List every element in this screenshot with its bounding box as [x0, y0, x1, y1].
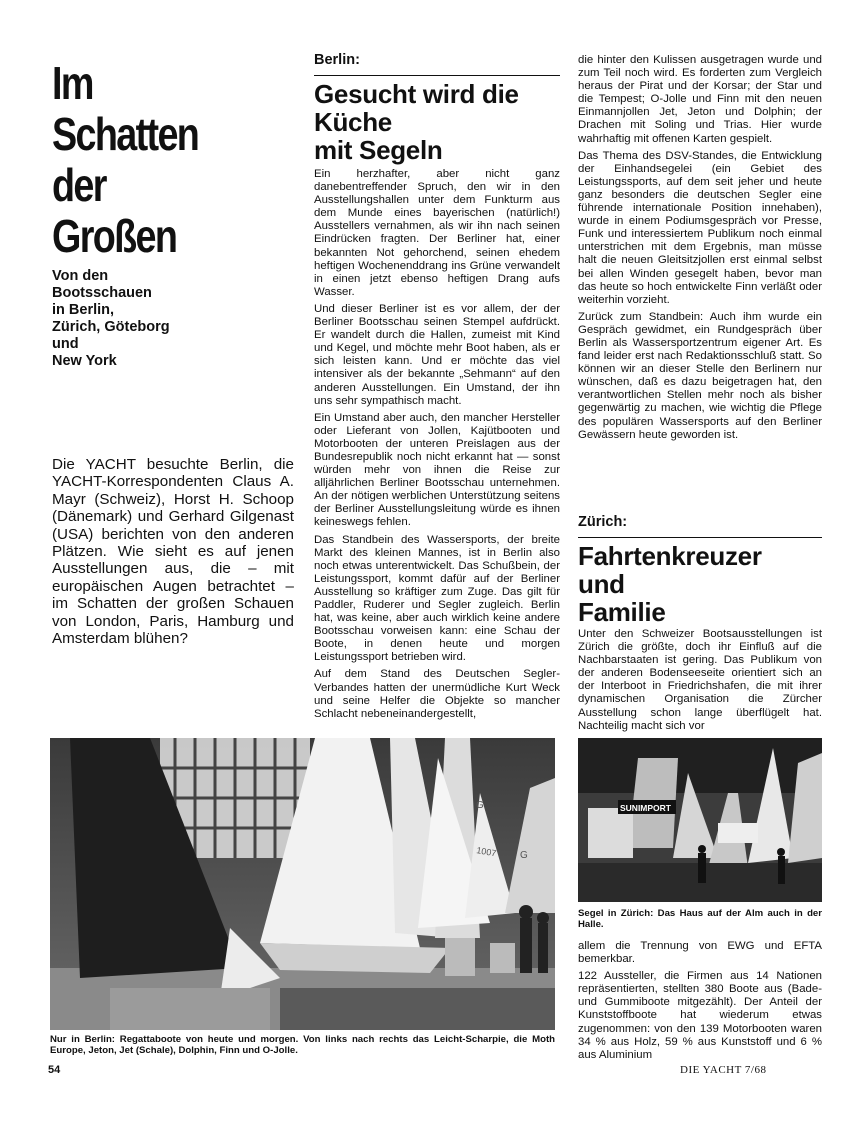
heading-line: Familie [578, 597, 666, 627]
berlin-photo-caption: Nur in Berlin: Regattaboote von heute und morgen. Von links nach rechts das Leicht-Scharpie, die Moth Europe, Jeton, Jet (Schale), Dolphin, Finn und O-Jolle. [50, 1034, 555, 1057]
subtitle-line: Von den [52, 268, 109, 284]
intro-paragraph: Die YACHT besuchte Berlin, die YACHT-Korrespondenten Claus A. Mayr (Schweiz), Horst H. Schoop (Dänemark) und Gerhard Gilgenast (USA) berichten von den anderen Plätzen. Wie sieht es auf jenen Ausstellungen aus, die – mit europäischen Augen betrachtet – im Schatten der großen Schauen von London, Paris, Hamburg und Amsterdam blühen? [52, 456, 294, 648]
body-paragraph: allem die Trennung von EWG und EFTA bemerkbar. [578, 940, 822, 966]
article-subtitle [52, 268, 252, 370]
zurich-section-label: Zürich: [578, 514, 628, 530]
body-paragraph: Auf dem Stand des Deutschen Segler-Verbandes hatten der unermüdliche Kurt Weck und seine Helfer die Objekte so mancher Schlacht nebeneinandergestellt, [314, 668, 560, 720]
title-line: Im [52, 57, 93, 109]
berlin-section-label: Berlin: [314, 52, 360, 68]
body-paragraph: Und dieser Berliner ist es vor allem, der der Berliner Bootsschau seinen Stempel aufdrückt. Er wandelt durch die Hallen, zumeist mit Kind und Kegel, und möchte mehr Boot haben, als er sich leisten kann. Und er möchte das viel intensiver als der bekannte „Sehmann“ auf den anderen Ausstellungen. Ein Umstand, der ihn uns sehr sympathisch macht. [314, 302, 560, 407]
heading-line: Gesucht wird die [314, 79, 519, 109]
berlin-regatta-boats-photo [50, 738, 555, 1030]
zurich-heading [578, 542, 822, 626]
article-title [52, 58, 232, 262]
sail-number: 1007 [475, 845, 498, 859]
body-paragraph: Unter den Schweizer Bootsausstellungen ist Zürich die größte, doch ihr Einfluß auf die Nachbarstaaten ist gering. Das Publikum von der anderen Bodenseeseite orientiert sich an der Interboot in Friedrichshafen, die mit ihrer dynamischen Organisation die Zürcher Ausstellung schon lange überflügelt hat. Nachteilig macht sich vor [578, 628, 822, 732]
heading-line: Küche [314, 107, 392, 137]
magazine-issue: DIE YACHT 7/68 [680, 1064, 767, 1076]
zurich-exhibition-photo [578, 738, 822, 902]
body-paragraph: Das Thema des DSV-Standes, die Entwicklung der Einhandsegelei (ein Gebiet des Leistungssports, auf dem seit jeher und heute ganz besonders die deutschen Segler eine führende internationale Position innehaben), wurde in einem Podiumsgespräch vor Presse, Funk und interessiertem Publikum noch einmal unterstrichen mit dem Ergebnis, man müsse halt die neuen Gleitsitzjollen erst einmal selbst bei allen Winden gesegelt haben, bevor man das heute so hoch entwickelte Finn verläßt oder weiterhin vorzieht. [578, 149, 822, 306]
heading-line: Fahrtenkreuzer [578, 541, 762, 571]
section-rule [314, 75, 560, 76]
zurich-column [578, 628, 822, 737]
berlin-heading [314, 80, 564, 164]
zurich-photo-illustration [578, 738, 822, 902]
body-paragraph: Zurück zum Standbein: Auch ihm wurde ein Gespräch gewidmet, ein Rundgespräch über Berlin als Wassersportzentrum eigener Art. Es fand leider erst nach Redaktionsschluß statt. So können wir an dieser Stelle den Berlinern nur wünschen, daß es dazu beigetragen hat, den verantwortlichen Stellen mehr noch als bisher gegenwärtig zu machen, wie wichtig die Pflege des populären Wassersports auf den Berliner Gewässern heute geworden ist. [578, 310, 822, 441]
heading-line: und [578, 569, 625, 599]
sail-number: G [476, 800, 484, 811]
page-number: 54 [48, 1064, 61, 1076]
section-rule [578, 537, 822, 538]
body-paragraph: Ein herzhafter, aber nicht ganz danebentreffender Spruch, den wir in den Ausstellungshallen unter dem Funkturm aus dem Munde eines bayerischen (natürlich!) Ausstellers vernahmen, als wir ihn nach seinen Eindrücken fragten. Der Berliner hat, einer bekannten Not gehorchend, seinen ehedem heftigen Wochenenddrang ins Grüne verwandelt in einen jetzt ebenso heftigen Drang aufs Wasser. [314, 168, 560, 298]
berlin-continued-column [578, 54, 822, 446]
body-paragraph: die hinter den Kulissen ausgetragen wurde und zum Teil noch wird. Es forderten zum Vergleich heraus der Pirat und der Korsar; der Star und die Tempest; O-Jolle und Finn mit den neuen Einmannjollen Jet, Jeton und Dolphin; der Drachen mit Soling und Trias. Hier wurde wahrhaftig mit offenen Karten gespielt. [578, 54, 822, 145]
body-paragraph: Ein Umstand aber auch, den mancher Hersteller oder Lieferant von Jollen, Kajütbooten und Motorbooten der unteren Preislagen aus der Bundesrepublik noch nicht erkannt hat — sonst würden mehr von ihnen die Reise zur alljährlichen Berliner Bootsschau unternehmen. An der nötigen werblichen Unterstützung seitens der Berliner Ausstellungsleitung würde es ihnen keineswegs fehlen. [314, 411, 560, 529]
heading-line: mit Segeln [314, 135, 443, 165]
zurich-continued-column [578, 940, 822, 1066]
berlin-column [314, 168, 560, 725]
boats-photo-illustration [50, 738, 555, 1030]
sail-number: G [520, 850, 528, 861]
body-paragraph: 122 Aussteller, die Firmen aus 14 Nationen repräsentierten, stellten 380 Boote aus (Bade- und Gummiboote mitgezählt). Der Anteil der Kunststoffboote hat wiederum etwas zugenommen: von den 139 Motorbooten waren 34 % aus Holz, 59 % aus Kunststoff und 6 % aus Aluminium [578, 970, 822, 1061]
subtitle-line: und [52, 336, 79, 352]
subtitle-line: in Berlin, [52, 302, 115, 318]
body-paragraph: Das Standbein des Wassersports, der breite Markt des kleinen Mannes, ist in Berlin also noch etwas unterentwickelt. Das Schußbein, der Leistungssport, kommt dafür auf der Berliner Ausstellung so kräftiger zum Zuge. Das gilt für Paddler, Ruderer und Segler zugleich. Berlin hat, was keine, aber auch wirklich keine andere Bootsschau vorweisen kann: eine Schau der Boote, in denen heute und morgen Leistungssport betrieben wird. [314, 533, 560, 664]
title-line: der [52, 159, 106, 211]
subtitle-line: Zürich, Göteborg [52, 319, 170, 335]
sunimport-sign: SUNIMPORT [620, 803, 671, 813]
subtitle-line: New York [52, 353, 117, 369]
zurich-photo-caption: Segel in Zürich: Das Haus auf der Alm auch in der Halle. [578, 908, 822, 931]
subtitle-line: Bootsschauen [52, 285, 152, 301]
title-line: Großen [52, 210, 177, 262]
title-line: Schatten [52, 108, 199, 160]
